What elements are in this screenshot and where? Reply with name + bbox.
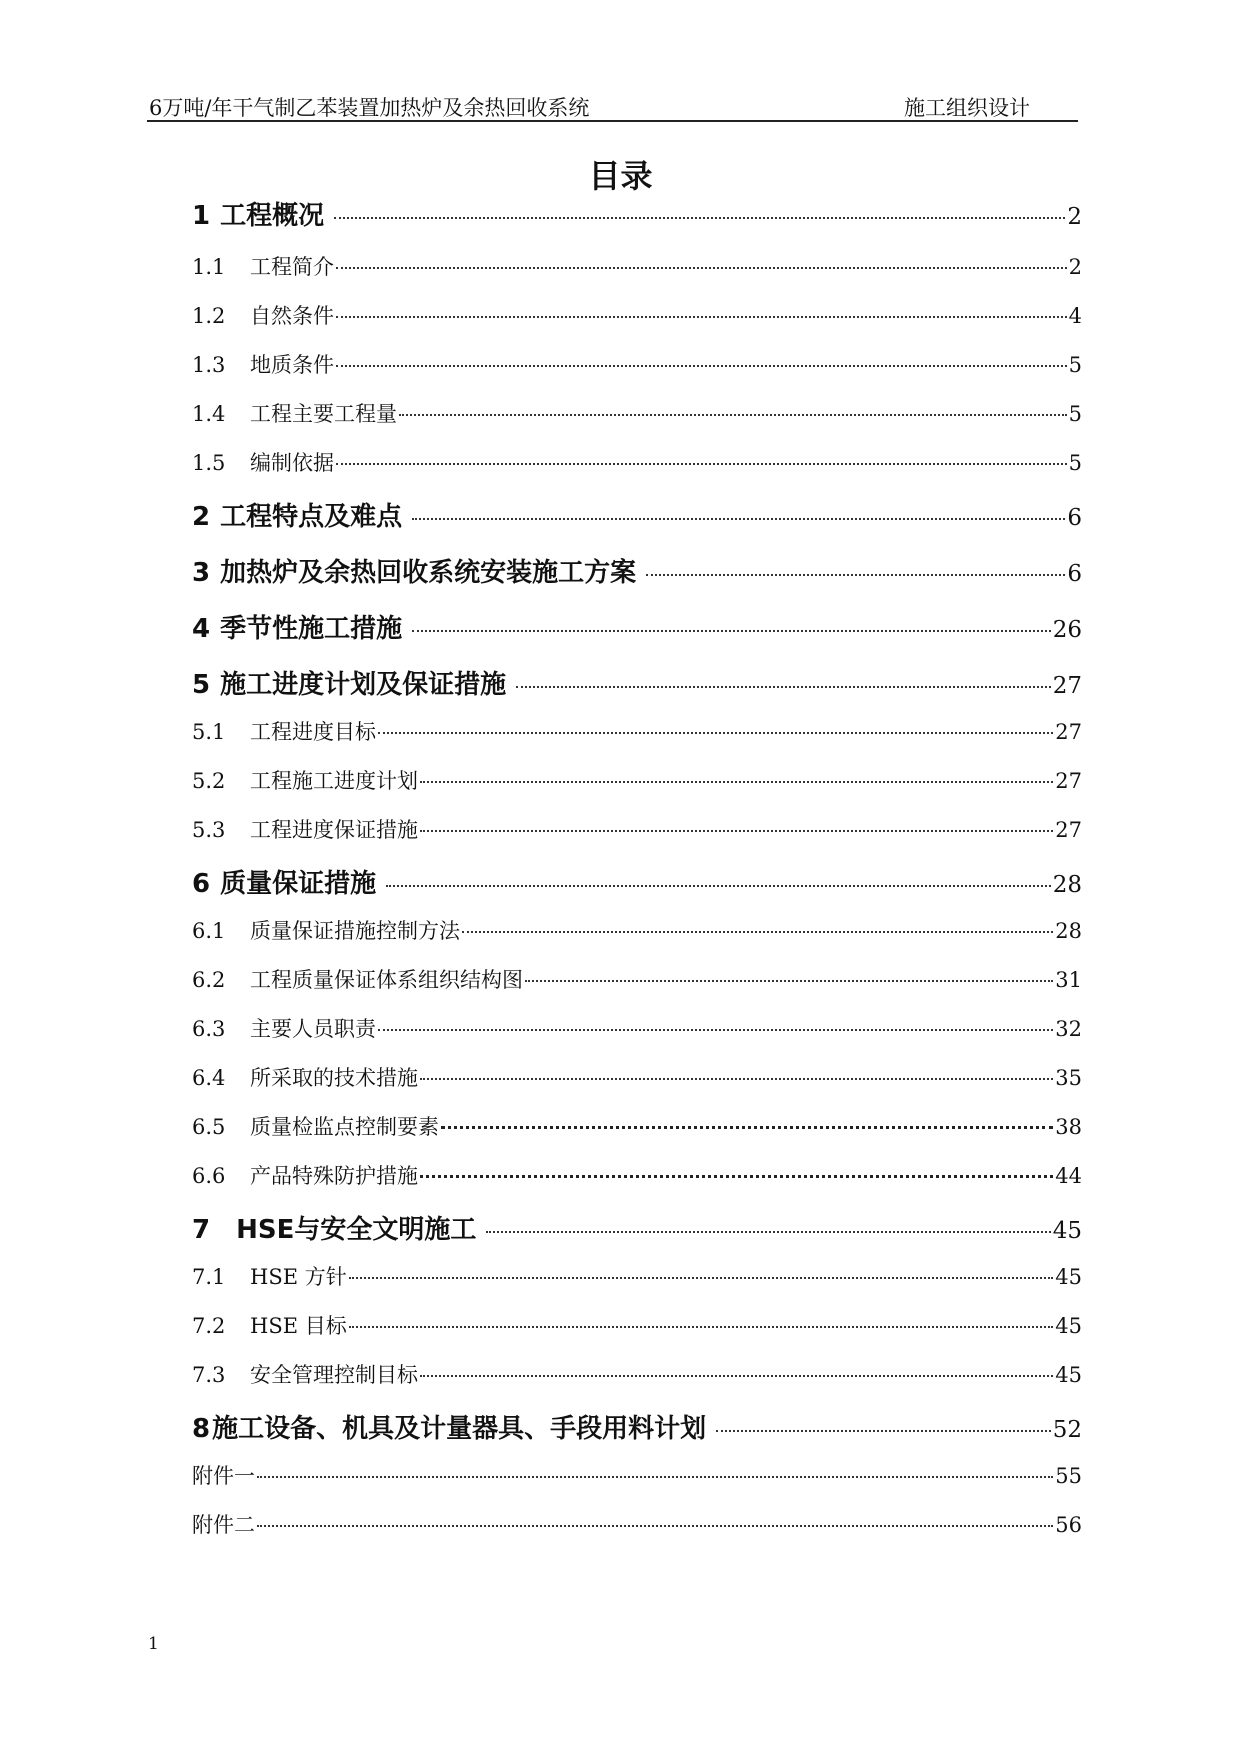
toc-entry-label: 工程简介 (250, 255, 334, 279)
toc-entry-number: 5 (192, 670, 211, 700)
toc-entry-page: 31 (1055, 968, 1082, 992)
toc-entry-1-2[interactable] (192, 300, 1082, 349)
toc-entry-number: 1.1 (192, 255, 226, 279)
toc-entry-6-1[interactable] (192, 915, 1082, 964)
toc-entry-number: 4 (192, 614, 211, 644)
dot-leader (420, 1175, 1053, 1178)
toc-entry-page: 6 (1067, 561, 1082, 587)
dot-leader (378, 1029, 1053, 1031)
toc-entry-4[interactable] (192, 608, 1082, 664)
toc-entry-label: HSE 方针 (250, 1265, 347, 1289)
toc-entry-5[interactable] (192, 664, 1082, 716)
toc-entry-page: 6 (1067, 505, 1082, 531)
toc-entry-number: 5.1 (192, 720, 226, 744)
toc-entry-1-3[interactable] (192, 349, 1082, 398)
toc-entry-number: 6.4 (192, 1066, 226, 1090)
toc-entry-6[interactable] (192, 863, 1082, 915)
dot-leader (486, 1231, 1050, 1233)
page-header (147, 86, 1078, 122)
dot-leader (525, 980, 1053, 982)
dot-leader (336, 316, 1067, 318)
toc-entry-page: 45 (1055, 1363, 1082, 1387)
toc-entry-label: 工程主要工程量 (250, 402, 397, 426)
toc-entry-5-2[interactable] (192, 765, 1082, 814)
toc-entry-label: 工程施工进度计划 (250, 769, 418, 793)
toc-entry-label: 工程质量保证体系组织结构图 (250, 968, 523, 992)
dot-leader (516, 686, 1051, 688)
dot-leader (336, 365, 1067, 367)
toc-entry-page: 28 (1055, 919, 1082, 943)
toc-entry-number: 5.2 (192, 769, 226, 793)
dot-leader (257, 1476, 1053, 1478)
toc-entry-number: 1 (192, 201, 211, 231)
header-section-title: 施工组织设计 (904, 96, 1030, 120)
toc-entry-number: 6.1 (192, 919, 226, 943)
toc-entry-label: 质量保证措施 (220, 869, 377, 899)
toc-entry-7-3[interactable] (192, 1359, 1082, 1408)
dot-leader (336, 463, 1067, 465)
toc-entry-number: 7.1 (192, 1265, 226, 1289)
toc-entry-6-5[interactable] (192, 1111, 1082, 1160)
toc-entry-number: 7.2 (192, 1314, 226, 1338)
dot-leader (334, 217, 1065, 219)
dot-leader (441, 1126, 1053, 1129)
dot-leader (420, 1078, 1053, 1080)
toc-entry-page: 55 (1055, 1464, 1082, 1488)
dot-leader (420, 781, 1053, 783)
toc-entry-page: 27 (1055, 818, 1082, 842)
toc-entry-label: 施工进度计划及保证措施 (220, 670, 507, 700)
toc-entry-number: 6 (192, 869, 211, 899)
toc-entry-label: HSE与安全文明施工 (236, 1215, 477, 1245)
toc-entry-number: 1.4 (192, 402, 226, 426)
toc-entry-label: 质量检监点控制要素 (250, 1115, 439, 1139)
toc-entry-label: 附件一 (192, 1464, 255, 1488)
dot-leader (420, 1375, 1053, 1377)
toc-entry-page: 52 (1052, 1417, 1082, 1443)
toc-entry-8[interactable] (192, 1408, 1082, 1460)
toc-entry-number: 3 (192, 558, 211, 588)
toc-entry-6-4[interactable] (192, 1062, 1082, 1111)
toc-entry-page: 5 (1068, 353, 1082, 377)
toc-entry-7-2[interactable] (192, 1310, 1082, 1359)
toc-entry-label: HSE 目标 (250, 1314, 347, 1338)
toc-entry-number: 6.5 (192, 1115, 226, 1139)
toc-entry-page: 45 (1055, 1314, 1082, 1338)
toc-entry-label: 施工设备、机具及计量器具、手段用料计划 (212, 1414, 707, 1444)
toc-entry-number: 6.3 (192, 1017, 226, 1041)
toc-entry-label: 工程进度目标 (250, 720, 376, 744)
toc-title: 目录 (588, 157, 653, 195)
toc-entry-label: 自然条件 (250, 304, 334, 328)
toc-entry-1-1[interactable] (192, 251, 1082, 300)
toc-entry-5-1[interactable] (192, 716, 1082, 765)
toc-entry-number: 7.3 (192, 1363, 226, 1387)
toc-entry-7[interactable] (192, 1209, 1082, 1261)
toc-entry-appendix-2[interactable] (192, 1509, 1082, 1558)
dot-leader (399, 414, 1067, 416)
toc-entry-page: 38 (1055, 1115, 1082, 1139)
toc-entry-page: 27 (1055, 720, 1082, 744)
toc-entry-label: 安全管理控制目标 (250, 1363, 418, 1387)
toc-entry-page: 35 (1055, 1066, 1082, 1090)
toc-entry-page: 2 (1068, 255, 1082, 279)
toc-entry-page: 27 (1052, 673, 1082, 699)
toc-entry-label: 主要人员职责 (250, 1017, 376, 1041)
toc-entry-number: 5.3 (192, 818, 226, 842)
toc-entry-1-5[interactable] (192, 447, 1082, 496)
toc-entry-label: 附件二 (192, 1513, 255, 1537)
toc-entry-page: 4 (1068, 304, 1082, 328)
toc-entry-2[interactable] (192, 496, 1082, 552)
toc-entry-page: 2 (1067, 204, 1082, 230)
toc-entry-label: 工程进度保证措施 (250, 818, 418, 842)
toc-entry-page: 26 (1052, 617, 1082, 643)
toc-entry-label: 工程特点及难点 (220, 502, 403, 532)
page-number: 1 (148, 1634, 159, 1654)
toc-entry-label: 季节性施工措施 (220, 614, 403, 644)
table-of-contents (192, 195, 1082, 1558)
toc-entry-5-3[interactable] (192, 814, 1082, 863)
header-document-title: 6万吨/年干气制乙苯装置加热炉及余热回收系统 (149, 96, 590, 120)
toc-entry-label: 编制依据 (250, 451, 334, 475)
dot-leader (257, 1525, 1053, 1527)
toc-entry-number: 1.2 (192, 304, 226, 328)
toc-entry-number: 2 (192, 502, 211, 532)
toc-entry-number: 8 (192, 1414, 211, 1444)
dot-leader (412, 630, 1051, 632)
toc-entry-number: 6.6 (192, 1164, 226, 1188)
toc-entry-number: 1.3 (192, 353, 226, 377)
toc-entry-6-3[interactable] (192, 1013, 1082, 1062)
dot-leader (349, 1277, 1054, 1279)
toc-entry-page: 27 (1055, 769, 1082, 793)
toc-entry-page: 45 (1055, 1265, 1082, 1289)
toc-entry-3[interactable] (192, 552, 1082, 608)
toc-entry-6-2[interactable] (192, 964, 1082, 1013)
toc-entry-label: 产品特殊防护措施 (250, 1164, 418, 1188)
toc-entry-label: 质量保证措施控制方法 (250, 919, 460, 943)
dot-leader (412, 518, 1065, 520)
toc-entry-page: 5 (1068, 402, 1082, 426)
dot-leader (462, 931, 1053, 933)
dot-leader (349, 1326, 1054, 1328)
dot-leader (336, 267, 1067, 269)
toc-entry-1-4[interactable] (192, 398, 1082, 447)
toc-entry-page: 28 (1052, 872, 1082, 898)
toc-entry-page: 32 (1055, 1017, 1082, 1041)
toc-entry-1[interactable] (192, 195, 1082, 251)
toc-entry-6-6[interactable] (192, 1160, 1082, 1209)
toc-entry-page: 45 (1052, 1218, 1082, 1244)
dot-leader (646, 574, 1065, 576)
toc-entry-7-1[interactable] (192, 1261, 1082, 1310)
toc-entry-page: 5 (1068, 451, 1082, 475)
toc-entry-label: 加热炉及余热回收系统安装施工方案 (220, 558, 637, 588)
toc-entry-number: 1.5 (192, 451, 226, 475)
toc-entry-number: 6.2 (192, 968, 226, 992)
dot-leader (378, 732, 1053, 734)
toc-entry-number: 7 (192, 1215, 211, 1245)
toc-entry-page: 56 (1055, 1513, 1082, 1537)
toc-entry-label: 所采取的技术措施 (250, 1066, 418, 1090)
toc-entry-page: 44 (1055, 1164, 1082, 1188)
toc-entry-label: 地质条件 (250, 353, 334, 377)
toc-entry-label: 工程概况 (220, 201, 325, 231)
toc-entry-appendix-1[interactable] (192, 1460, 1082, 1509)
dot-leader (386, 885, 1051, 887)
dot-leader (420, 830, 1053, 832)
dot-leader (716, 1430, 1051, 1432)
